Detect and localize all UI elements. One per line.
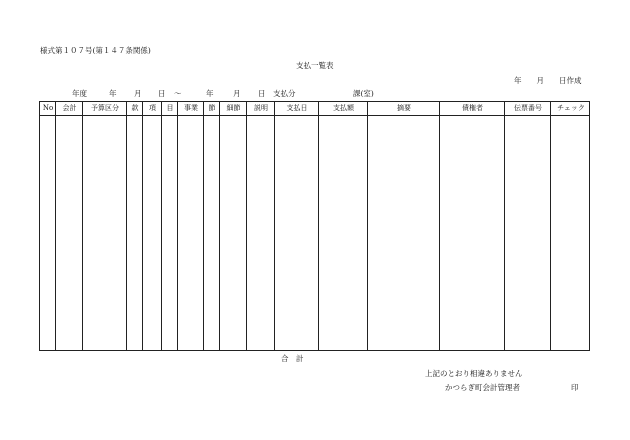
department-label: 課(室) [353, 89, 374, 98]
form-label: 様式第１０７号(第１４７条関係) [40, 46, 151, 55]
header-slip-number: 伝票番号 [514, 104, 542, 112]
header-summary: 摘要 [397, 104, 411, 112]
fiscal-year-label: 年度 [72, 89, 87, 98]
column-divider [246, 102, 247, 350]
column-divider [219, 102, 220, 350]
column-divider [126, 102, 127, 350]
signer-label: かつらぎ町会計管理者 [445, 383, 520, 392]
column-divider [82, 102, 83, 350]
column-divider [161, 102, 162, 350]
column-divider [55, 102, 56, 350]
column-divider [550, 102, 551, 350]
column-divider [367, 102, 368, 350]
column-divider [142, 102, 143, 350]
seal-mark: 印 [571, 383, 579, 392]
header-moku: 目 [166, 104, 174, 112]
header-payment-date: 支払日 [286, 104, 308, 112]
period-tilde: 〜 [174, 89, 182, 98]
from-year-label: 年 [109, 89, 117, 98]
column-divider [274, 102, 275, 350]
column-divider [203, 102, 204, 350]
header-explanation: 説明 [254, 104, 268, 112]
created-date: 年 月 日作成 [514, 76, 582, 85]
payment-table [39, 101, 590, 351]
to-day-label: 日 [258, 89, 266, 98]
header-setsu: 節 [208, 104, 216, 112]
column-divider [439, 102, 440, 350]
column-divider [177, 102, 178, 350]
from-day-label: 日 [158, 89, 166, 98]
to-year-label: 年 [206, 89, 214, 98]
header-creditor: 債権者 [462, 104, 483, 112]
column-divider [504, 102, 505, 350]
header-budget-category: 予算区分 [91, 104, 119, 112]
header-project: 事業 [184, 104, 198, 112]
table-header-row [40, 102, 589, 116]
payment-period-label: 支払分 [273, 89, 296, 98]
header-no: No [42, 104, 54, 112]
total-label: 合 計 [281, 354, 304, 363]
header-check: チェック [557, 104, 585, 112]
header-payment-amount: 支払額 [333, 104, 354, 112]
column-divider [318, 102, 319, 350]
from-month-label: 月 [134, 89, 142, 98]
header-kou: 項 [149, 104, 156, 112]
header-saisetsu: 細節 [226, 104, 241, 112]
certification-text: 上記のとおり相違ありません [425, 369, 523, 378]
to-month-label: 月 [233, 89, 241, 98]
header-kan: 款 [131, 104, 139, 112]
document-title: 支払一覧表 [296, 61, 334, 70]
header-account: 会計 [62, 104, 77, 112]
